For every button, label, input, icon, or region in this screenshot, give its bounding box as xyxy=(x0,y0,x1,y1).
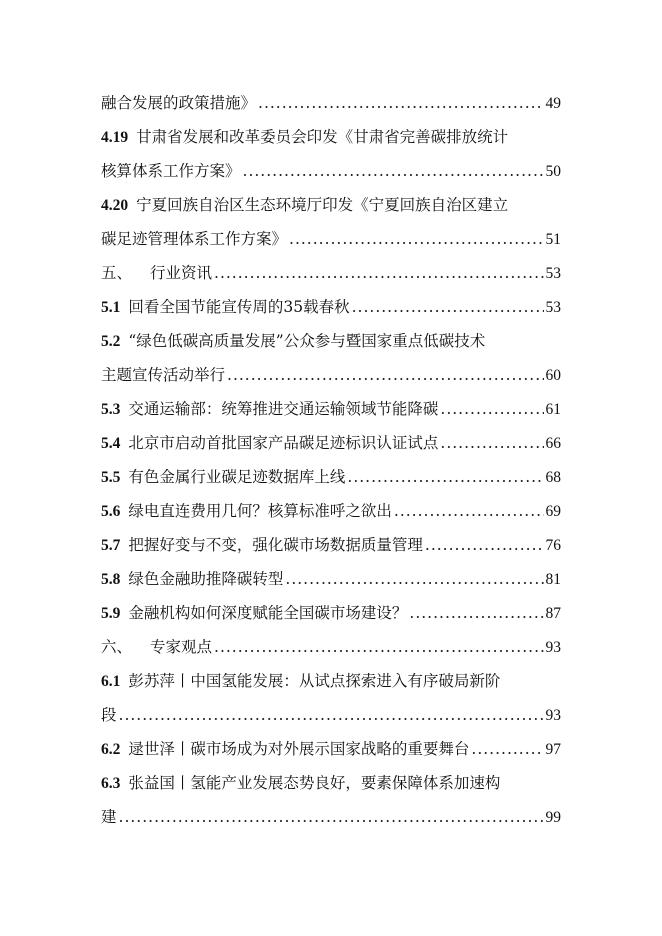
toc-entry-title: 绿电直连费用几何？核算标准呼之欲出 xyxy=(128,502,392,520)
toc-entry-title: 逯世泽丨碳市场成为对外展示国家战略的重要舞台 xyxy=(128,740,470,758)
toc-section[interactable] xyxy=(101,256,561,290)
dot-leader xyxy=(119,698,544,732)
dot-leader xyxy=(214,256,543,290)
toc-page-number: 53 xyxy=(545,299,561,316)
toc-entry-title: 交通运输部：统筹推进交通运输领域节能降碳 xyxy=(128,400,439,418)
dot-leader xyxy=(409,596,543,630)
dot-leader xyxy=(258,86,543,120)
toc-page-number: 66 xyxy=(545,435,561,452)
dot-leader xyxy=(440,392,543,426)
toc-page-number: 69 xyxy=(545,503,561,520)
toc-page-number: 50 xyxy=(545,163,561,180)
toc-page-number: 87 xyxy=(545,605,561,622)
toc-entry-number: 5.5 xyxy=(101,469,121,486)
toc-page-number: 68 xyxy=(545,469,561,486)
toc-entry[interactable] xyxy=(101,528,561,562)
toc-section-number: 六、 xyxy=(101,638,133,656)
toc-entry-title-continued: 主题宣传活动举行 xyxy=(101,366,226,384)
toc-entry-title: 宁夏回族自治区生态环境厅印发《宁夏回族自治区建立 xyxy=(136,196,509,214)
toc-page-number: 51 xyxy=(545,231,561,248)
toc-entry-number: 6.3 xyxy=(101,775,121,792)
dot-leader xyxy=(119,800,544,834)
dot-leader xyxy=(425,528,544,562)
toc-entry-title: 有色金属行业碳足迹数据库上线 xyxy=(128,468,346,486)
toc-entry-title: 彭苏萍丨中国氢能发展：从试点探索进入有序破局新阶 xyxy=(128,672,501,690)
toc-page-number: 76 xyxy=(545,537,561,554)
dot-leader xyxy=(394,494,544,528)
toc-page-number: 93 xyxy=(545,639,561,656)
toc-entry-number: 5.2 xyxy=(101,333,121,350)
toc-section-title: 行业资讯 xyxy=(150,264,213,282)
toc-entry[interactable] xyxy=(101,392,561,426)
toc-entry-number: 4.19 xyxy=(101,129,129,146)
toc-entry-title: 张益国丨氢能产业发展态势良好，要素保障体系加速构 xyxy=(128,774,501,792)
toc-entry-title: 融合发展的政策措施》 xyxy=(101,94,257,112)
dot-leader xyxy=(440,426,543,460)
toc-entry-title-continued: 段 xyxy=(101,706,117,724)
toc-entry[interactable] xyxy=(101,664,561,732)
dot-leader xyxy=(352,290,544,324)
toc-page-number: 97 xyxy=(545,741,561,758)
dot-leader xyxy=(214,630,543,664)
toc-entry-number: 5.9 xyxy=(101,605,121,622)
toc-section-title: 专家观点 xyxy=(150,638,213,656)
toc-entry-number: 5.4 xyxy=(101,435,121,452)
toc-entry-number: 5.7 xyxy=(101,537,121,554)
toc-page-number: 49 xyxy=(545,95,561,112)
toc-entry-title: 把握好变与不变，强化碳市场数据质量管理 xyxy=(128,536,423,554)
toc-entry-title: 北京市启动首批国家产品碳足迹标识认证试点 xyxy=(128,434,439,452)
toc-page-number: 53 xyxy=(545,265,561,282)
dot-leader xyxy=(347,460,543,494)
toc-entry[interactable] xyxy=(101,562,561,596)
toc-page-number: 93 xyxy=(545,707,561,724)
toc-section[interactable] xyxy=(101,630,561,664)
toc-entry[interactable] xyxy=(101,426,561,460)
toc-entry-title: 绿色金融助推降碳转型 xyxy=(128,570,284,588)
toc-entry-number: 6.2 xyxy=(101,741,121,758)
toc-section-number: 五、 xyxy=(101,264,133,282)
dot-leader xyxy=(227,358,543,392)
toc-page-number: 99 xyxy=(545,809,561,826)
toc-entry-title: 金融机构如何深度赋能全国碳市场建设？ xyxy=(128,604,408,622)
toc-page-number: 60 xyxy=(545,367,561,384)
toc-entry[interactable] xyxy=(101,596,561,630)
toc-entry[interactable] xyxy=(101,732,561,766)
toc-entry[interactable] xyxy=(101,86,561,120)
toc-entry-number: 5.6 xyxy=(101,503,121,520)
toc-entry[interactable] xyxy=(101,188,561,256)
toc-page-number: 61 xyxy=(545,401,561,418)
toc-entry[interactable] xyxy=(101,324,561,392)
toc-entry-title: “绿色低碳高质量发展”公众参与暨国家重点低碳技术 xyxy=(128,332,486,350)
toc-entry-title-continued: 碳足迹管理体系工作方案》 xyxy=(101,230,288,248)
toc-entry-number: 5.8 xyxy=(101,571,121,588)
toc-entry[interactable] xyxy=(101,290,561,324)
toc-entry-title: 甘肃省发展和改革委员会印发《甘肃省完善碳排放统计 xyxy=(136,128,509,146)
toc-page-number: 81 xyxy=(545,571,561,588)
dot-leader xyxy=(471,732,543,766)
toc-entry[interactable] xyxy=(101,766,561,834)
toc-entry-number: 5.3 xyxy=(101,401,121,418)
table-of-contents xyxy=(101,86,561,834)
dot-leader xyxy=(285,562,543,596)
toc-entry-title-continued: 核算体系工作方案》 xyxy=(101,162,241,180)
dot-leader xyxy=(243,154,544,188)
toc-entry-number: 6.1 xyxy=(101,673,121,690)
toc-entry[interactable] xyxy=(101,460,561,494)
toc-entry-number: 5.1 xyxy=(101,299,121,316)
toc-entry-number: 4.20 xyxy=(101,197,129,214)
toc-entry[interactable] xyxy=(101,494,561,528)
toc-entry-title-continued: 建 xyxy=(101,808,117,826)
toc-entry[interactable] xyxy=(101,120,561,188)
toc-entry-title: 回看全国节能宣传周的35载春秋 xyxy=(128,298,350,316)
dot-leader xyxy=(289,222,543,256)
